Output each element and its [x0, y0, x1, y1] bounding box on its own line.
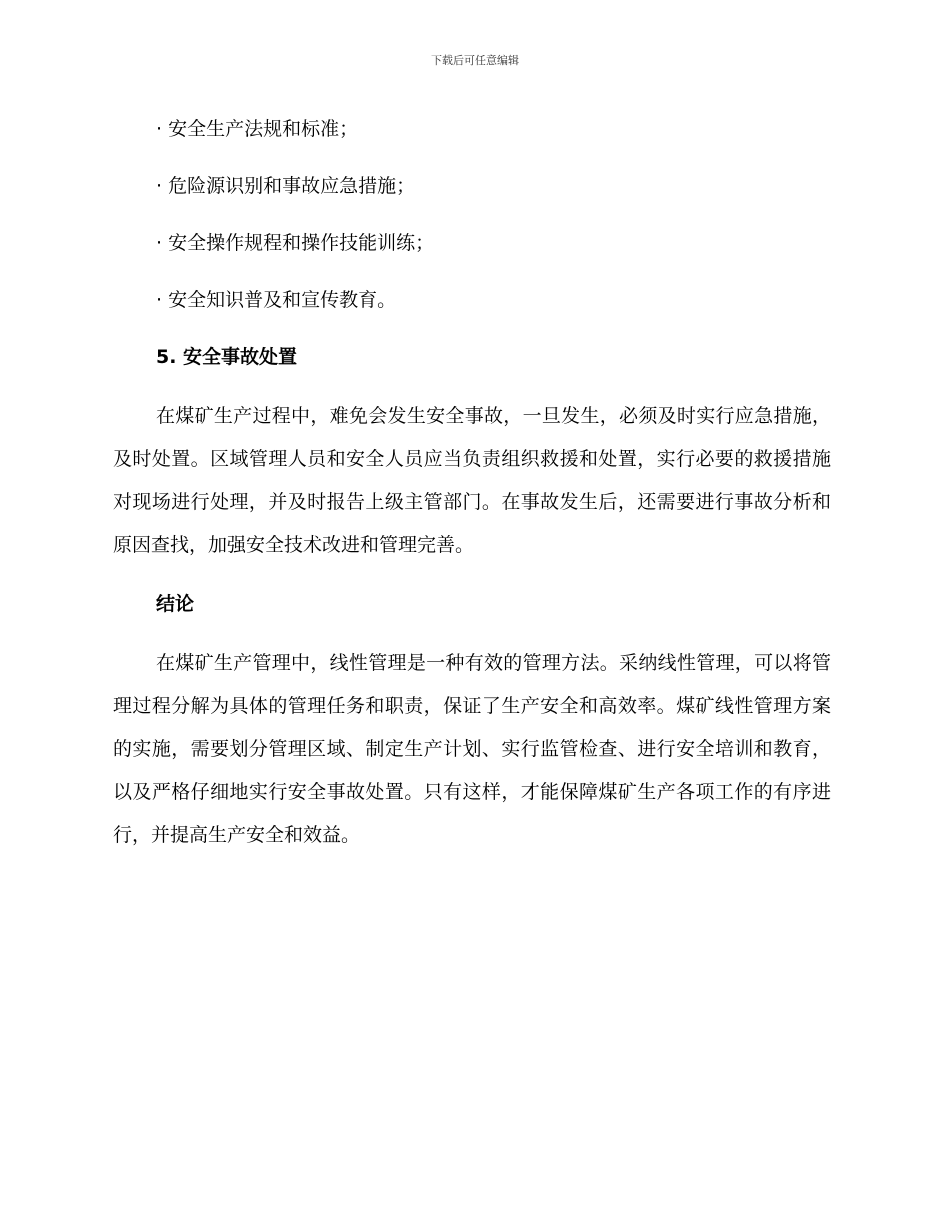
- section-paragraph: 在煤矿生产过程中，难免会发生安全事故，一旦发生，必须及时实行应急措施，及时处置。区域管理人员和安全人员应当负责组织救援和处置，实行必要的救援措施对现场进行处理，并及时报告上级主管部门。在事故发生后，还需要进行事故分析和原因查找，加强安全技术改进和管理完善。: [113, 405, 831, 556]
- conclusion-heading: 结论: [156, 593, 195, 615]
- bullet-item: · 安全知识普及和宣传教育。: [156, 289, 397, 311]
- page-header-note: 下载后可任意编辑: [431, 54, 519, 67]
- bullet-item: · 安全操作规程和操作技能训练；: [156, 232, 435, 254]
- bullet-item: · 安全生产法规和标准；: [156, 118, 359, 140]
- conclusion-paragraph: 在煤矿生产管理中，线性管理是一种有效的管理方法。采纳线性管理，可以将管理过程分解为具体的管理任务和职责，保证了生产安全和高效率。煤矿线性管理方案的实施，需要划分管理区域、制定生产计划、实行监管检查、进行安全培训和教育，以及严格仔细地实行安全事故处置。只有这样，才能保障煤矿生产各项工作的有序进行，并提高生产安全和效益。: [113, 652, 831, 846]
- bullet-item: · 危险源识别和事故应急措施；: [156, 175, 416, 197]
- section-heading: 5. 安全事故处置: [156, 346, 298, 368]
- document-body: [113, 112, 831, 877]
